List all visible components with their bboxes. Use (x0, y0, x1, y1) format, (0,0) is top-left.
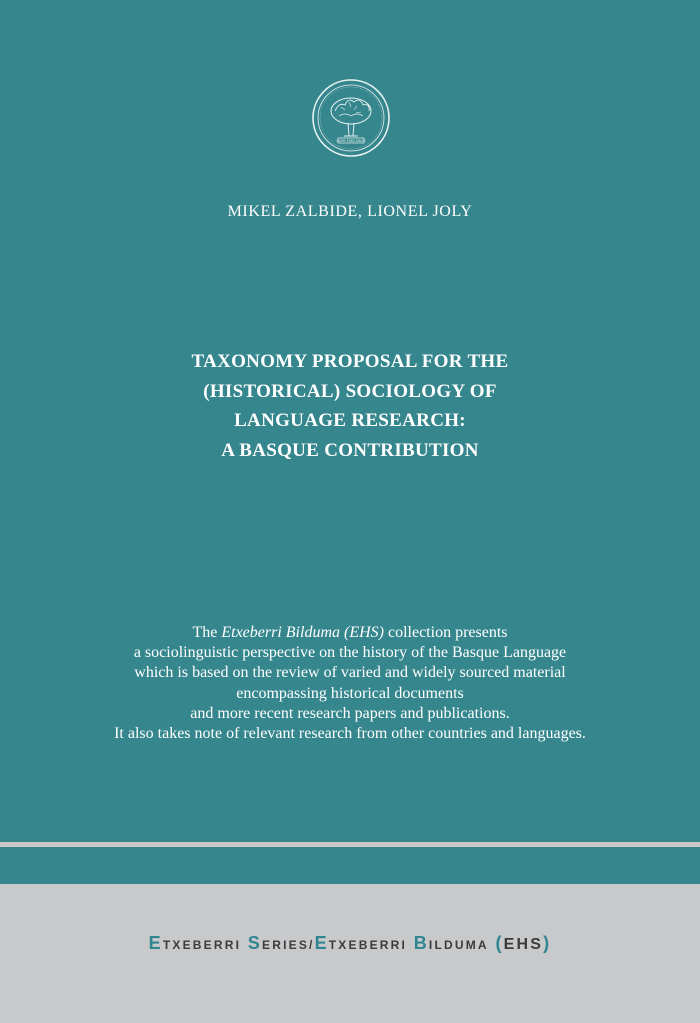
series-initial: B (413, 933, 429, 953)
description-text: collection presents (383, 624, 508, 641)
series-abbreviation: EHS (503, 936, 544, 953)
description-line: encompassing historical documents (236, 684, 464, 702)
description-line: It also takes note of relevant research from other countries and languages. (114, 725, 586, 743)
series-word: ERIES/ (262, 938, 315, 952)
book-title (0, 347, 700, 465)
description-line: and more recent research papers and publications. (190, 704, 510, 722)
title-line: A BASQUE CONTRIBUTION (221, 439, 479, 461)
description-line: which is based on the review of varied and widely sourced material (134, 664, 566, 682)
divider-gap (0, 847, 700, 884)
description-line: a sociolinguistic perspective on the history of the Basque Language (133, 644, 567, 662)
collection-name: Etxeberri Bilduma (EHS) (221, 624, 384, 641)
series-word: ILDUMA (428, 938, 489, 952)
collection-description (0, 623, 700, 744)
title-line: LANGUAGE RESEARCH: (234, 410, 466, 431)
series-paren: ) (543, 933, 552, 953)
authors: MIKEL ZALBIDE, LIONEL JOLY (227, 203, 473, 220)
description-text: The (192, 624, 222, 641)
title-line: (HISTORICAL) SOCIOLOGY OF (203, 380, 497, 402)
title-line: TAXONOMY PROPOSAL FOR THE (191, 351, 509, 372)
series-word: TXEBERRI (162, 938, 242, 952)
series-initial: S (247, 933, 263, 953)
description-line (0, 623, 700, 643)
series-paren: ( (495, 933, 504, 953)
seal-motto: GURE ESKU DAGO (336, 139, 366, 143)
seal-logo (311, 78, 391, 158)
series-initial: E (314, 933, 329, 953)
series-word: TXEBERRI (328, 938, 408, 952)
series-initial: E (148, 933, 163, 953)
series-name (0, 933, 700, 954)
